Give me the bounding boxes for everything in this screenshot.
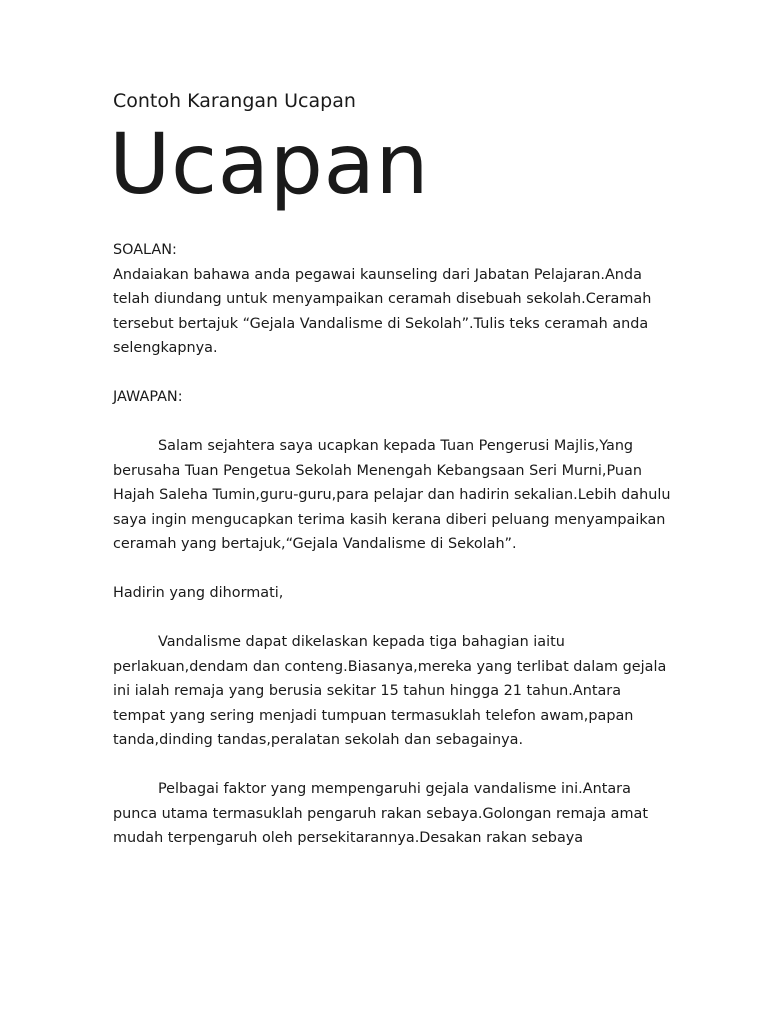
document-title: Ucapan — [109, 115, 430, 213]
soalan-label: SOALAN: — [113, 242, 177, 258]
paragraph-opening: Salam sejahtera saya ucapkan kepada Tuan Pengerusi Majlis,Yang berusaha Tuan Pengetua Sekolah Menengah Kebangsaan Seri Murni,Puan Hajah Saleha Tumin,guru-guru,para pelajar dan hadirin sekalian.Lebih dahulu saya ingin mengucapkan terima kasih kerana diberi peluang menyampaikan ceramah yang bertajuk,“Gejala Vandalisme di Sekolah”. — [113, 438, 671, 552]
jawapan-label: JAWAPAN: — [113, 389, 183, 405]
soalan-text: Andaiakan bahawa anda pegawai kaunseling dari Jabatan Pelajaran.Anda telah diundang untuk menyampaikan ceramah disebuah sekolah.Ceramah tersebut bertajuk “Gejala Vandalisme di Sekolah”.Tulis teks ceramah anda selengkapnya. — [113, 266, 652, 356]
paragraph-factors: Pelbagai faktor yang mempengaruhi gejala vandalisme ini.Antara punca utama termasuklah pengaruh rakan sebaya.Golongan remaja amat mudah terpengaruh oleh persekitarannya.Desakan rakan sebaya — [113, 781, 648, 846]
greeting-line: Hadirin yang dihormati, — [113, 585, 284, 601]
paragraph-vandalism-types: Vandalisme dapat dikelaskan kepada tiga bahagian iaitu perlakuan,dendam dan conteng.Biasanya,mereka yang terlibat dalam gejala ini ialah remaja yang berusia sekitar 15 tahun hingga 21 tahun.Antara tempat yang sering menjadi tumpuan termasuklah telefon awam,papan tanda,dinding tandas,peralatan sekolah dan sebagainya. — [113, 634, 667, 748]
document-subtitle: Contoh Karangan Ucapan — [113, 90, 356, 112]
document-page — [109, 88, 673, 851]
